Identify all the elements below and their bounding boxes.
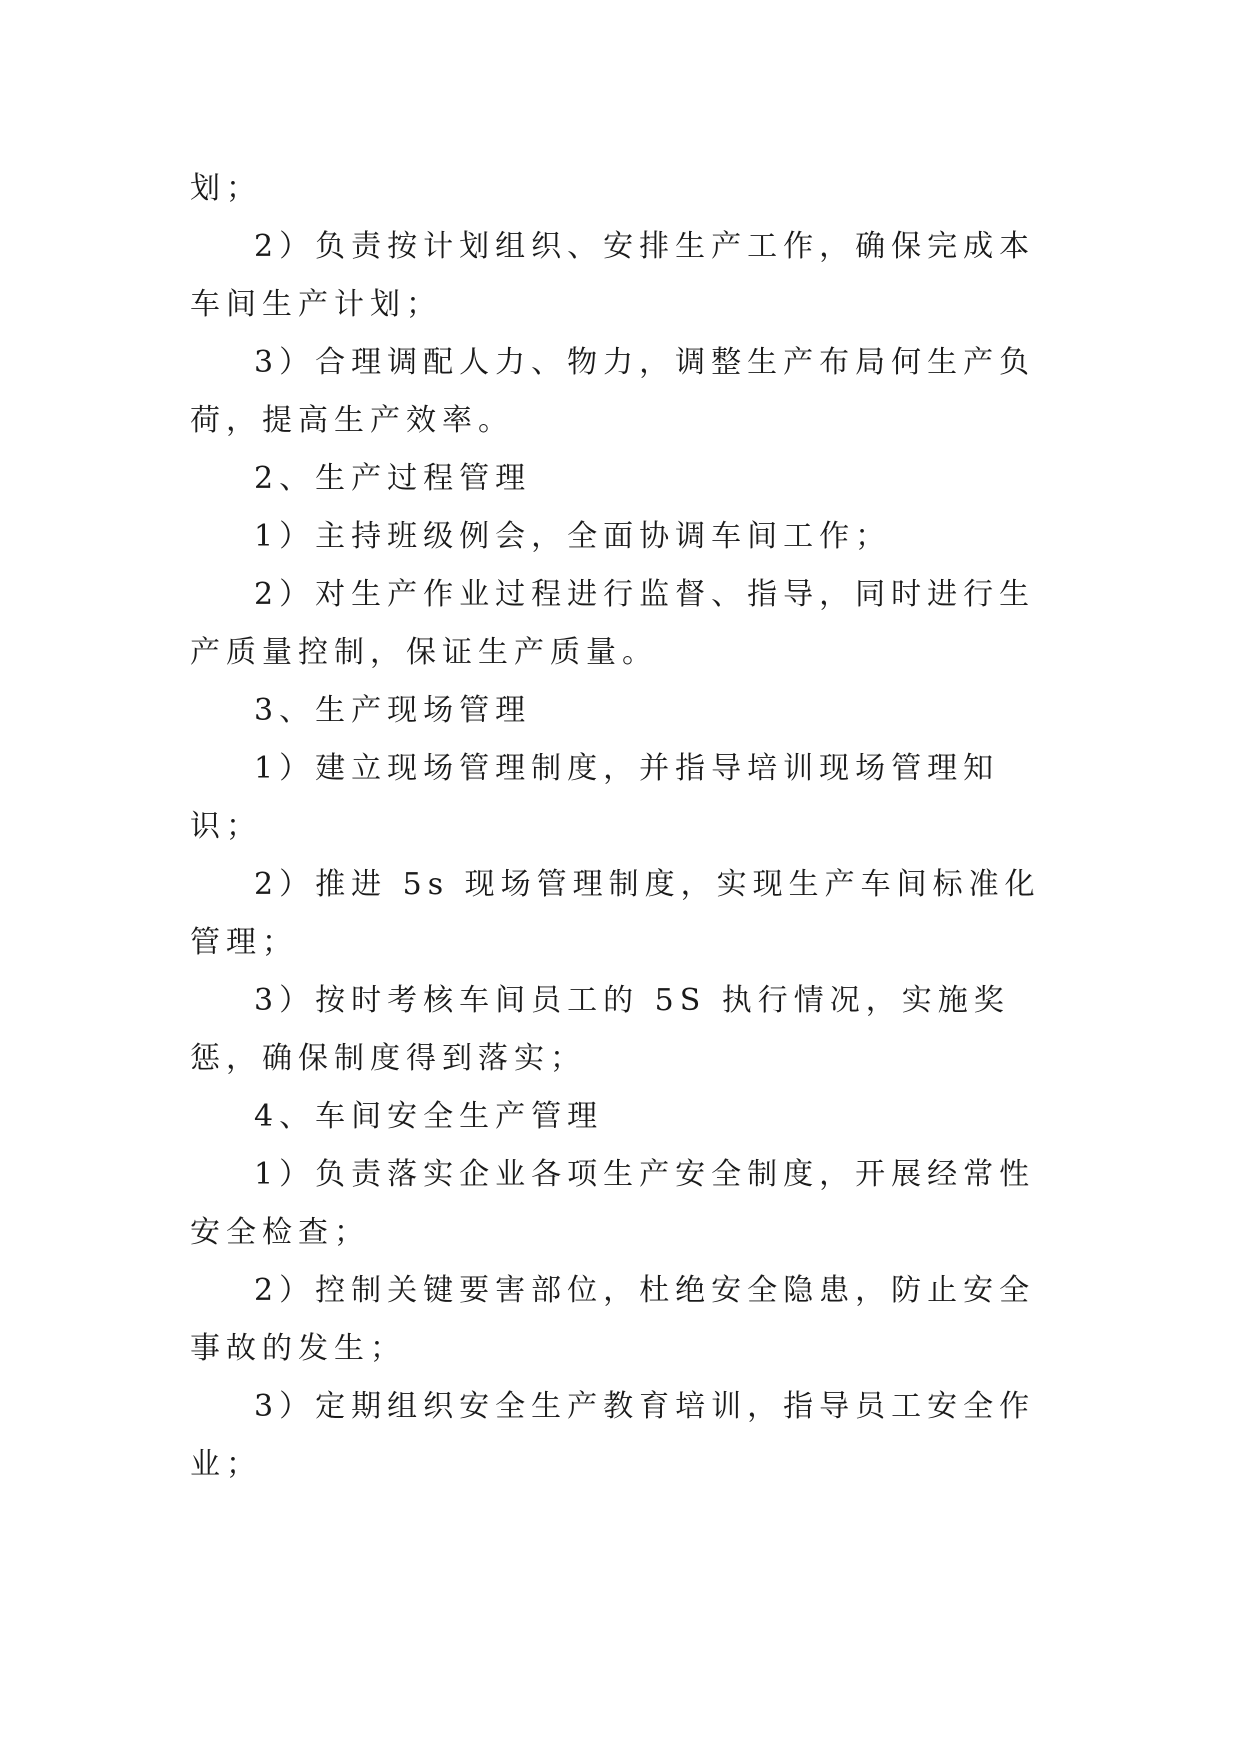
- list-item-process-2: 2）对生产作业过程进行监督、指导，同时进行生产质量控制，保证生产质量。: [190, 577, 1036, 670]
- document-body: [190, 160, 1060, 1494]
- list-item-safety-2: 2）控制关键要害部位，杜绝安全隐患，防止安全事故的发生；: [190, 1273, 1036, 1366]
- paragraph-continuation: 划；: [190, 171, 262, 206]
- section-heading-safety: 4、车间安全生产管理: [254, 1099, 604, 1134]
- list-item-safety-3: 3）定期组织安全生产教育培训，指导员工安全作业；: [190, 1389, 1036, 1482]
- section-heading-process: 2、生产过程管理: [254, 461, 532, 496]
- list-item-plan-2: 2）负责按计划组织、安排生产工作，确保完成本车间生产计划；: [190, 229, 1036, 322]
- list-item-site-3: 3）按时考核车间员工的 5S 执行情况，实施奖惩，确保制度得到落实；: [190, 983, 1010, 1076]
- section-heading-site: 3、生产现场管理: [254, 693, 532, 728]
- list-item-plan-3: 3）合理调配人力、物力，调整生产布局何生产负荷，提高生产效率。: [190, 345, 1036, 438]
- list-item-site-2: 2）推进 5s 现场管理制度，实现生产车间标准化管理；: [190, 867, 1041, 960]
- list-item-safety-1: 1）负责落实企业各项生产安全制度，开展经常性安全检查；: [190, 1157, 1036, 1250]
- list-item-site-1: 1）建立现场管理制度，并指导培训现场管理知识；: [190, 751, 1000, 844]
- list-item-process-1: 1）主持班级例会，全面协调车间工作；: [254, 519, 892, 554]
